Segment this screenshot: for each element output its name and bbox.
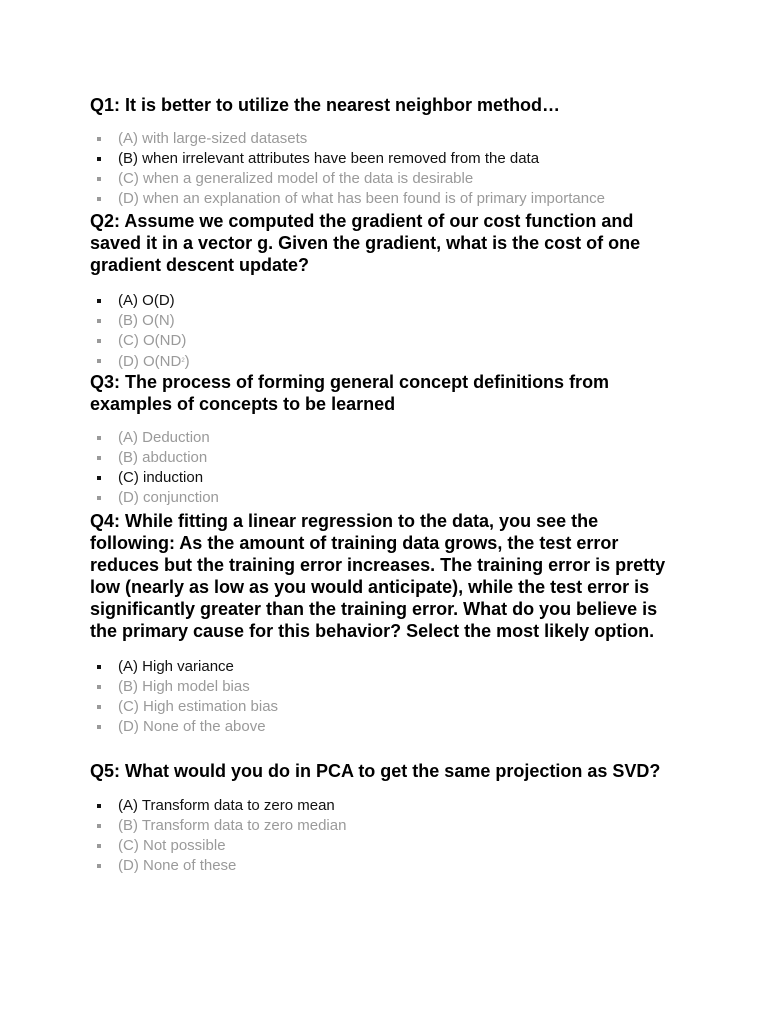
bullet-icon (97, 705, 101, 709)
option-label: (A) Deduction (118, 429, 210, 446)
bullet-icon (97, 804, 101, 808)
option-label: (C) Not possible (118, 837, 226, 854)
question-3-title: Q3: The process of forming general concept definitions from examples of concepts to be learned (90, 372, 610, 414)
option-label: (A) High variance (118, 658, 234, 675)
question-4 (90, 510, 680, 737)
question-1-option-a (90, 129, 680, 149)
option-label: (B) when irrelevant attributes have been removed from the data (118, 150, 540, 167)
bullet-icon (97, 864, 101, 868)
question-2 (90, 210, 680, 371)
question-4-option-a (90, 657, 680, 677)
option-label: (C) when a generalized model of the data is desirable (118, 170, 474, 187)
question-5-title: Q5: What would you do in PCA to get the same projection as SVD? (90, 761, 661, 781)
bullet-icon (97, 665, 101, 669)
question-5-option-c (90, 836, 680, 856)
option-label: (C) High estimation bias (118, 698, 279, 715)
bullet-icon (97, 456, 101, 460)
question-4-option-b (90, 677, 680, 697)
question-3-option-d (90, 488, 680, 508)
question-1 (90, 94, 680, 209)
bullet-icon (97, 476, 101, 480)
bullet-icon (97, 177, 101, 181)
question-4-option-d (90, 717, 680, 737)
bullet-icon (97, 339, 101, 343)
question-1-option-b (90, 149, 680, 169)
question-3-option-a (90, 428, 680, 448)
question-2-option-c (90, 331, 680, 351)
question-2-option-d (90, 351, 680, 371)
option-label: (D) conjunction (118, 489, 219, 506)
option-label: (B) High model bias (118, 678, 250, 695)
option-superscript: 2 (181, 358, 185, 364)
question-3-option-b (90, 448, 680, 468)
question-3 (90, 371, 680, 508)
option-label: (B) abduction (118, 449, 208, 466)
option-label: (B) Transform data to zero median (118, 817, 347, 834)
question-5-options (90, 796, 680, 876)
bullet-icon (97, 299, 101, 303)
question-5-option-b (90, 816, 680, 836)
question-5-option-d (90, 856, 680, 876)
question-3-options (90, 428, 680, 508)
option-label: (B) O(N) (118, 312, 175, 329)
question-5-option-a (90, 796, 680, 816)
bullet-icon (97, 197, 101, 201)
bullet-icon (97, 157, 101, 161)
bullet-icon (97, 137, 101, 141)
bullet-icon (97, 359, 101, 363)
question-1-option-d (90, 189, 680, 209)
option-label: (D) None of the above (118, 718, 266, 735)
question-5 (90, 760, 680, 876)
question-2-title: Q2: Assume we computed the gradient of our cost function and saved it in a vector g. Given the gradient, what is the cost of one gradient descent update? (90, 211, 641, 275)
option-label-suffix: ) (184, 353, 190, 370)
question-4-option-c (90, 697, 680, 717)
question-4-title: Q4: While fitting a linear regression to the data, you see the following: As the amount of training data grows, the test error reduces but the training error increases. The training error is pretty low (nearly as low as you would anticipate), while the test error is significantly greater than the training error. What do you believe is the primary cause for this behavior? Select the most likely option. (90, 511, 666, 641)
question-2-options (90, 291, 680, 371)
question-2-option-b (90, 311, 680, 331)
question-3-option-c (90, 468, 680, 488)
option-label: (D) when an explanation of what has been found is of primary importance (118, 190, 605, 207)
question-4-options (90, 657, 680, 737)
bullet-icon (97, 725, 101, 729)
option-label: (D) O(ND (118, 353, 182, 370)
option-label: (C) O(ND) (118, 332, 187, 349)
bullet-icon (97, 436, 101, 440)
option-label: (A) O(D) (118, 292, 175, 309)
question-2-option-a (90, 291, 680, 311)
option-label: (C) induction (118, 469, 204, 486)
bullet-icon (97, 496, 101, 500)
bullet-icon (97, 844, 101, 848)
bullet-icon (97, 824, 101, 828)
bullet-icon (97, 319, 101, 323)
option-label: (A) with large-sized datasets (118, 130, 308, 147)
question-1-title: Q1: It is better to utilize the nearest neighbor method… (90, 95, 561, 115)
option-label: (A) Transform data to zero mean (118, 797, 335, 814)
option-label: (D) None of these (118, 857, 237, 874)
question-1-options (90, 129, 680, 209)
bullet-icon (97, 685, 101, 689)
question-1-option-c (90, 169, 680, 189)
